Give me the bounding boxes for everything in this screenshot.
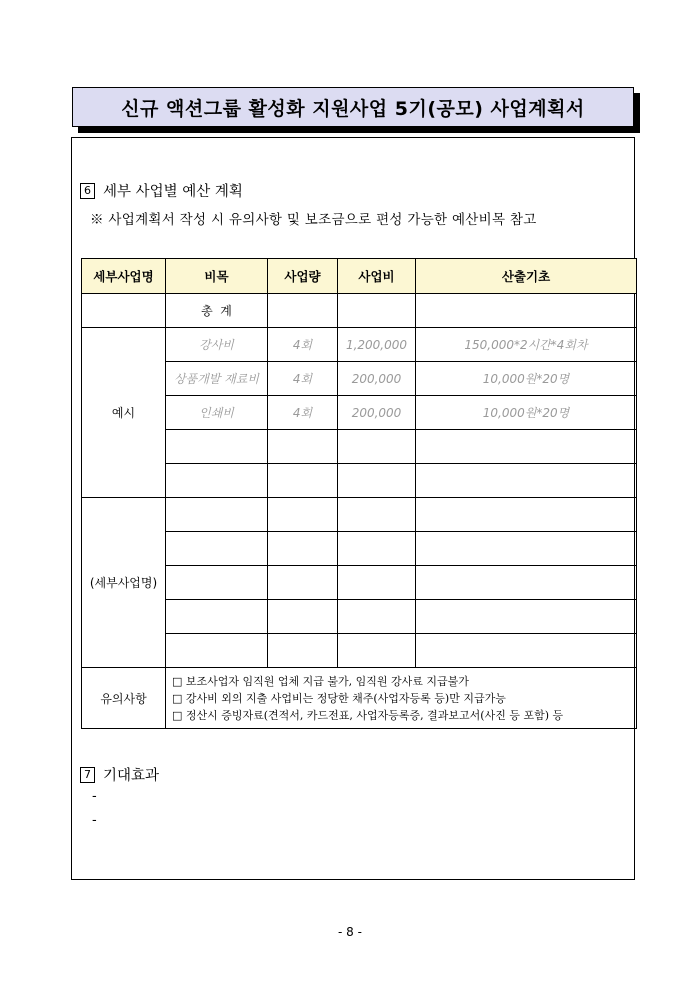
table-header-row — [82, 259, 637, 294]
expected-effect-line[interactable]: - — [92, 789, 97, 804]
example-basis: 150,000*2시간*4회차 — [416, 328, 637, 362]
header-basis: 산출기초 — [416, 259, 637, 294]
empty-cell[interactable] — [338, 634, 416, 668]
note-item: □ 보조사업자 임직원 업체 지급 불가, 임직원 강사료 지급불가 — [172, 674, 469, 688]
total-cost-cell[interactable] — [338, 294, 416, 328]
empty-cell[interactable] — [166, 464, 268, 498]
empty-cell[interactable] — [338, 600, 416, 634]
section-6-heading — [80, 180, 243, 201]
empty-cell[interactable] — [338, 532, 416, 566]
section-7-heading — [80, 764, 159, 785]
table-row — [82, 328, 637, 362]
empty-cell[interactable] — [166, 430, 268, 464]
empty-cell[interactable] — [268, 532, 338, 566]
example-item: 상품개발 재료비 — [166, 362, 268, 396]
notes-row — [82, 668, 637, 729]
empty-cell[interactable] — [338, 464, 416, 498]
section-6-number: 6 — [80, 183, 95, 199]
empty-cell[interactable] — [166, 600, 268, 634]
table-row — [82, 464, 637, 498]
table-row — [82, 430, 637, 464]
notes-label: 유의사항 — [82, 668, 166, 729]
expected-effect-line[interactable]: - — [92, 813, 97, 828]
empty-cell[interactable] — [268, 600, 338, 634]
empty-cell[interactable] — [338, 430, 416, 464]
empty-cell[interactable] — [268, 498, 338, 532]
total-sub-cell[interactable] — [82, 294, 166, 328]
empty-cell[interactable] — [268, 464, 338, 498]
section-7-title: 기대효과 — [103, 768, 160, 784]
empty-cell[interactable] — [268, 634, 338, 668]
budget-table — [81, 258, 637, 729]
header-cost: 사업비 — [338, 259, 416, 294]
example-cost: 200,000 — [338, 362, 416, 396]
empty-cell[interactable] — [268, 566, 338, 600]
header-quantity: 사업량 — [268, 259, 338, 294]
empty-cell[interactable] — [416, 532, 637, 566]
empty-cell[interactable] — [166, 634, 268, 668]
empty-cell[interactable] — [166, 566, 268, 600]
example-item: 인쇄비 — [166, 396, 268, 430]
example-basis: 10,000원*20명 — [416, 396, 637, 430]
total-row — [82, 294, 637, 328]
table-row — [82, 566, 637, 600]
example-qty: 4회 — [268, 396, 338, 430]
page-number: - 8 - — [338, 925, 362, 939]
empty-cell[interactable] — [416, 498, 637, 532]
table-row — [82, 362, 637, 396]
example-item: 강사비 — [166, 328, 268, 362]
header-item: 비목 — [166, 259, 268, 294]
table-row — [82, 634, 637, 668]
empty-cell[interactable] — [166, 532, 268, 566]
empty-cell[interactable] — [268, 430, 338, 464]
empty-cell[interactable] — [416, 430, 637, 464]
example-qty: 4회 — [268, 362, 338, 396]
page-title: 신규 액션그룹 활성화 지원사업 5기(공모) 사업계획서 — [72, 87, 634, 127]
empty-cell[interactable] — [166, 498, 268, 532]
note-item: □ 정산시 증빙자료(견적서, 카드전표, 사업자등록증, 결과보고서(사진 등 포함) 등 — [172, 708, 564, 722]
total-qty-cell[interactable] — [268, 294, 338, 328]
empty-cell[interactable] — [338, 498, 416, 532]
example-basis: 10,000원*20명 — [416, 362, 637, 396]
reference-note: ※ 사업계획서 작성 시 유의사항 및 보조금으로 편성 가능한 예산비목 참고 — [90, 212, 537, 228]
total-basis-cell[interactable] — [416, 294, 637, 328]
empty-cell[interactable] — [416, 566, 637, 600]
table-row — [82, 396, 637, 430]
table-row — [82, 532, 637, 566]
example-cost: 200,000 — [338, 396, 416, 430]
table-row — [82, 498, 637, 532]
example-label: 예시 — [82, 328, 166, 498]
empty-cell[interactable] — [416, 464, 637, 498]
section-6-title: 세부 사업별 예산 계획 — [103, 184, 243, 200]
total-label: 총 계 — [166, 294, 268, 328]
example-cost: 1,200,000 — [338, 328, 416, 362]
table-row — [82, 600, 637, 634]
notes-content — [166, 668, 637, 729]
empty-cell[interactable] — [416, 600, 637, 634]
note-item: □ 강사비 외의 지출 사업비는 정당한 채주(사업자등록 등)만 지급가능 — [172, 691, 506, 705]
header-sub-project: 세부사업명 — [82, 259, 166, 294]
empty-cell[interactable] — [416, 634, 637, 668]
empty-cell[interactable] — [338, 566, 416, 600]
section-7-number: 7 — [80, 767, 95, 783]
sub-project-label[interactable]: (세부사업명) — [82, 498, 166, 668]
example-qty: 4회 — [268, 328, 338, 362]
